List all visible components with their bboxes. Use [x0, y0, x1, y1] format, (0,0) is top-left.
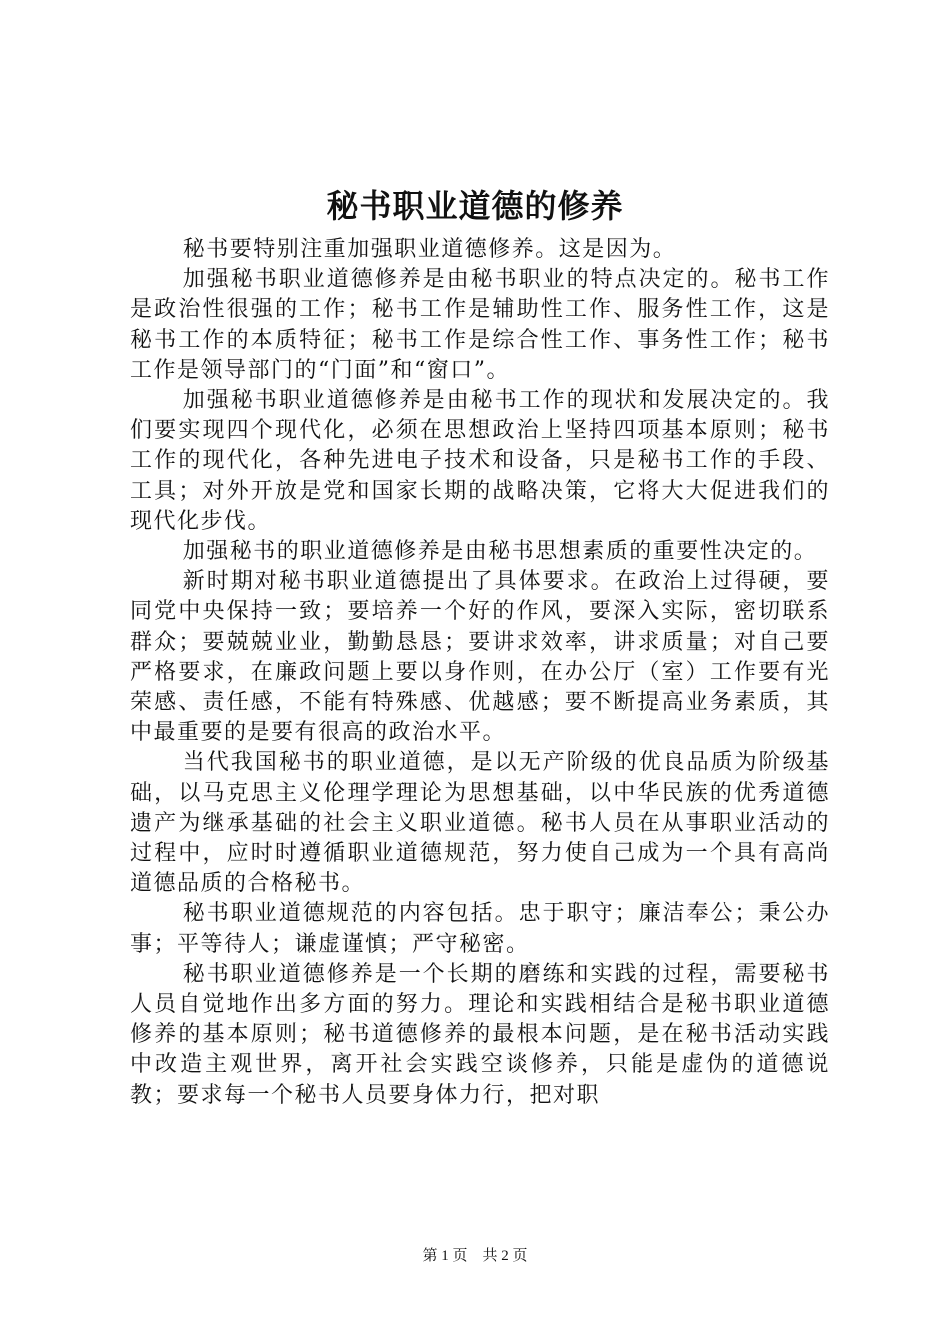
paragraph: 秘书要特别注重加强职业道德修养。这是因为。	[182, 237, 677, 262]
paragraph: 新时期对秘书职业道德提出了具体要求。在政治上过得硬，要同党中央保持一致；要培养一个好的作风，要深入实际，密切联系群众；要兢兢业业，勤勤恳恳；要讲求效率，讲求质量；对自己要严格要求，在廉政问题上要以身作则，在办公厅（室）工作要有光荣感、责任感，不能有特殊感、优越感；要不断提高业务素质，其中最重要的是要有很高的政治水平。	[130, 569, 830, 746]
page-footer	[0, 1246, 950, 1266]
document-title: 秘书职业道德的修养	[326, 187, 624, 225]
page-total: 共 2 页	[482, 1248, 528, 1264]
paragraph: 加强秘书职业道德修养是由秘书职业的特点决定的。秘书工作是政治性很强的工作；秘书工作是辅助性工作、服务性工作，这是秘书工作的本质特征；秘书工作是综合性工作、事务性工作；秘书工作是领导部门的“门面”和“窗口”。	[130, 267, 830, 383]
paragraph: 秘书职业道德修养是一个长期的磨练和实践的过程，需要秘书人员自觉地作出多方面的努力。理论和实践相结合是秘书职业道德修养的基本原则；秘书道德修养的最根本问题，是在秘书活动实践中改造主观世界，离开社会实践空谈修养，只能是虚伪的道德说教；要求每一个秘书人员要身体力行，把对职	[130, 961, 830, 1108]
page-number: 第 1 页	[422, 1248, 468, 1264]
paragraph: 加强秘书职业道德修养是由秘书工作的现状和发展决定的。我们要实现四个现代化，必须在思想政治上坚持四项基本原则；秘书工作的现代化，各种先进电子技术和设备，只是秘书工作的手段、工具；对外开放是党和国家长期的战略决策，它将大大促进我们的现代化步伐。	[130, 388, 830, 534]
paragraph: 加强秘书的职业道德修养是由秘书思想素质的重要性决定的。	[182, 539, 818, 565]
paragraph: 当代我国秘书的职业道德，是以无产阶级的优良品质为阶级基础，以马克思主义伦理学理论为思想基础，以中华民族的优秀道德遗产为继承基础的社会主义职业道德。秘书人员在从事职业活动的过程中，应时时遵循职业道德规范，努力使自己成为一个具有高尚道德品质的合格秘书。	[130, 750, 830, 897]
paragraph: 秘书职业道德规范的内容包括。忠于职守；廉洁奉公；秉公办事；平等待人；谦虚谨慎；严守秘密。	[130, 901, 830, 957]
document-body	[130, 235, 830, 1111]
